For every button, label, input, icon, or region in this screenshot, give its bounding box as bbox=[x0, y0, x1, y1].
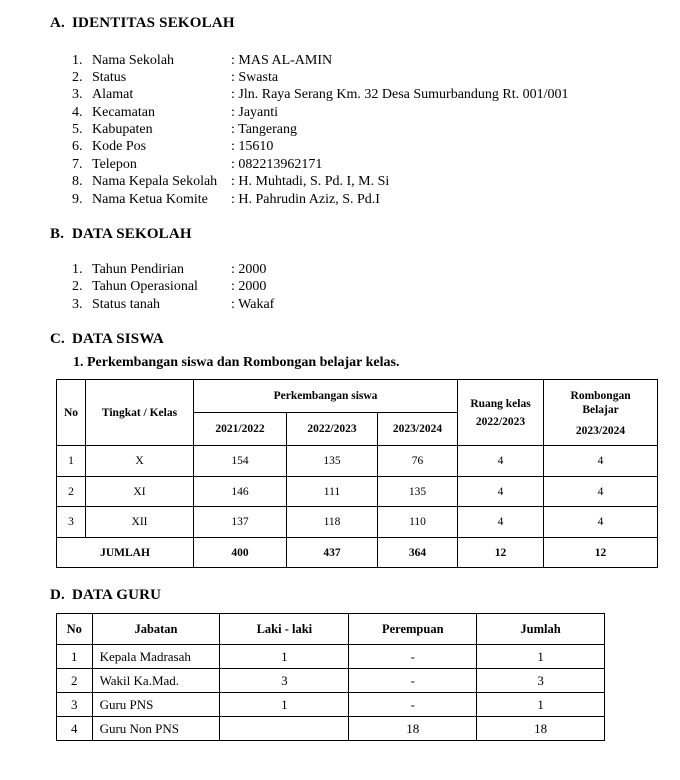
item-label: Tahun Operasional bbox=[92, 279, 198, 294]
cell-rombel: 4 bbox=[544, 446, 658, 477]
cell-jabatan: Wakil Ka.Mad. bbox=[92, 669, 220, 693]
cell-no: 3 bbox=[57, 693, 93, 717]
cell-jumlah: 3 bbox=[477, 669, 605, 693]
cell-kelas: X bbox=[86, 446, 194, 477]
header-jumlah: Jumlah bbox=[477, 614, 605, 645]
cell-jumlah: 1 bbox=[477, 693, 605, 717]
item-value: : 082213962171 bbox=[231, 157, 323, 172]
cell-no: 4 bbox=[57, 717, 93, 741]
cell-year-2: 135 bbox=[287, 446, 378, 477]
item-number: 2. bbox=[72, 279, 83, 294]
cell-perempuan: 18 bbox=[349, 717, 477, 741]
cell-kelas: XI bbox=[86, 477, 194, 507]
cell-no: 1 bbox=[57, 446, 86, 477]
cell-jabatan: Guru PNS bbox=[92, 693, 220, 717]
cell-year-2: 118 bbox=[287, 507, 378, 538]
cell-year-3: 76 bbox=[378, 446, 458, 477]
section-a-letter: A. bbox=[50, 15, 65, 31]
table-row bbox=[57, 507, 658, 538]
header-no: No bbox=[57, 380, 86, 446]
section-d-letter: D. bbox=[50, 587, 65, 603]
section-d-title: DATA GURU bbox=[72, 587, 162, 603]
cell-laki bbox=[220, 717, 349, 741]
cell-ruang: 4 bbox=[458, 446, 544, 477]
item-value: : 2000 bbox=[231, 279, 267, 294]
cell-perempuan: - bbox=[349, 693, 477, 717]
header-jabatan: Jabatan bbox=[92, 614, 220, 645]
section-d-heading bbox=[50, 587, 161, 604]
total-ruang: 12 bbox=[458, 538, 544, 568]
item-number: 9. bbox=[72, 192, 83, 207]
item-value: : Wakaf bbox=[231, 297, 275, 312]
item-value: : Tangerang bbox=[231, 122, 298, 137]
cell-no: 1 bbox=[57, 645, 93, 669]
cell-perempuan: - bbox=[349, 669, 477, 693]
item-number: 3. bbox=[72, 87, 83, 102]
cell-jabatan: Kepala Madrasah bbox=[92, 645, 220, 669]
guru-table bbox=[56, 613, 605, 741]
item-label: Telepon bbox=[92, 157, 137, 172]
ruang-year: 2022/2023 bbox=[475, 415, 526, 428]
cell-no: 2 bbox=[57, 477, 86, 507]
cell-year-3: 110 bbox=[378, 507, 458, 538]
section-b-title: DATA SEKOLAH bbox=[72, 226, 192, 242]
cell-year-1: 154 bbox=[194, 446, 287, 477]
section-a-heading bbox=[50, 15, 235, 32]
item-number: 7. bbox=[72, 157, 83, 172]
cell-jumlah: 1 bbox=[477, 645, 605, 669]
siswa-table bbox=[56, 379, 658, 568]
section-c-title: DATA SISWA bbox=[72, 331, 164, 347]
header-year-2: 2022/2023 bbox=[287, 413, 378, 446]
cell-year-1: 137 bbox=[194, 507, 287, 538]
table-row bbox=[57, 717, 605, 741]
cell-no: 3 bbox=[57, 507, 86, 538]
item-label: Alamat bbox=[92, 87, 134, 102]
item-label: Kode Pos bbox=[92, 139, 147, 154]
item-number: 2. bbox=[72, 70, 83, 85]
table-row bbox=[57, 669, 605, 693]
cell-laki: 3 bbox=[220, 669, 349, 693]
table-row bbox=[57, 477, 658, 507]
cell-rombel: 4 bbox=[544, 507, 658, 538]
table-row bbox=[57, 645, 605, 669]
item-value: : H. Pahrudin Aziz, S. Pd.I bbox=[231, 192, 380, 207]
total-year-2: 437 bbox=[287, 538, 378, 568]
rombel-year: 2023/2024 bbox=[575, 424, 626, 437]
item-value: : 15610 bbox=[231, 139, 274, 154]
item-value: : 2000 bbox=[231, 262, 267, 277]
item-label: Nama Kepala Sekolah bbox=[92, 174, 218, 189]
rombel-title: Rombongan Belajar bbox=[570, 389, 631, 416]
header-year-3: 2023/2024 bbox=[378, 413, 458, 446]
header-no: No bbox=[57, 614, 93, 645]
total-label: JUMLAH bbox=[57, 538, 194, 568]
section-c-heading bbox=[50, 331, 164, 348]
cell-rombel: 4 bbox=[544, 477, 658, 507]
item-value: : Jln. Raya Serang Km. 32 Desa Sumurbandung Rt. 001/001 bbox=[231, 87, 569, 102]
item-number: 1. bbox=[72, 262, 83, 277]
cell-jabatan: Guru Non PNS bbox=[92, 717, 220, 741]
total-year-1: 400 bbox=[194, 538, 287, 568]
cell-year-3: 135 bbox=[378, 477, 458, 507]
header-laki-laki: Laki - laki bbox=[220, 614, 349, 645]
table-row bbox=[57, 693, 605, 717]
table-row bbox=[57, 446, 658, 477]
item-label: Nama Ketua Komite bbox=[92, 192, 208, 207]
item-value: : MAS AL-AMIN bbox=[231, 53, 333, 68]
cell-ruang: 4 bbox=[458, 507, 544, 538]
cell-jumlah: 18 bbox=[477, 717, 605, 741]
cell-perempuan: - bbox=[349, 645, 477, 669]
item-number: 5. bbox=[72, 122, 83, 137]
item-label: Kabupaten bbox=[92, 122, 153, 137]
header-tingkat: Tingkat / Kelas bbox=[86, 380, 194, 446]
cell-ruang: 4 bbox=[458, 477, 544, 507]
cell-laki: 1 bbox=[220, 645, 349, 669]
section-c-letter: C. bbox=[50, 331, 65, 347]
cell-no: 2 bbox=[57, 669, 93, 693]
header-ruang-kelas bbox=[458, 380, 544, 446]
item-label: Nama Sekolah bbox=[92, 53, 175, 68]
section-a-title: IDENTITAS SEKOLAH bbox=[72, 15, 235, 31]
header-year-1: 2021/2022 bbox=[194, 413, 287, 446]
item-number: 6. bbox=[72, 139, 83, 154]
header-perempuan: Perempuan bbox=[349, 614, 477, 645]
item-label: Status tanah bbox=[92, 297, 161, 312]
item-label: Tahun Pendirian bbox=[92, 262, 184, 277]
header-perkembangan: Perkembangan siswa bbox=[194, 380, 458, 413]
header-rombel bbox=[544, 380, 658, 446]
cell-kelas: XII bbox=[86, 507, 194, 538]
total-rombel: 12 bbox=[544, 538, 658, 568]
item-label: Kecamatan bbox=[92, 105, 155, 120]
item-value: : H. Muhtadi, S. Pd. I, M. Si bbox=[231, 174, 390, 189]
item-number: 3. bbox=[72, 297, 83, 312]
total-row bbox=[57, 538, 658, 568]
item-value: : Swasta bbox=[231, 70, 279, 85]
item-number: 4. bbox=[72, 105, 83, 120]
siswa-subtitle: 1. Perkembangan siswa dan Rombongan belajar kelas. bbox=[73, 355, 400, 370]
total-year-3: 364 bbox=[378, 538, 458, 568]
ruang-title: Ruang kelas bbox=[470, 397, 531, 410]
section-b-letter: B. bbox=[50, 226, 65, 242]
item-value: : Jayanti bbox=[231, 105, 279, 120]
section-b-heading bbox=[50, 226, 192, 243]
item-label: Status bbox=[92, 70, 127, 85]
item-number: 8. bbox=[72, 174, 83, 189]
cell-laki: 1 bbox=[220, 693, 349, 717]
cell-year-2: 111 bbox=[287, 477, 378, 507]
cell-year-1: 146 bbox=[194, 477, 287, 507]
item-number: 1. bbox=[72, 53, 83, 68]
